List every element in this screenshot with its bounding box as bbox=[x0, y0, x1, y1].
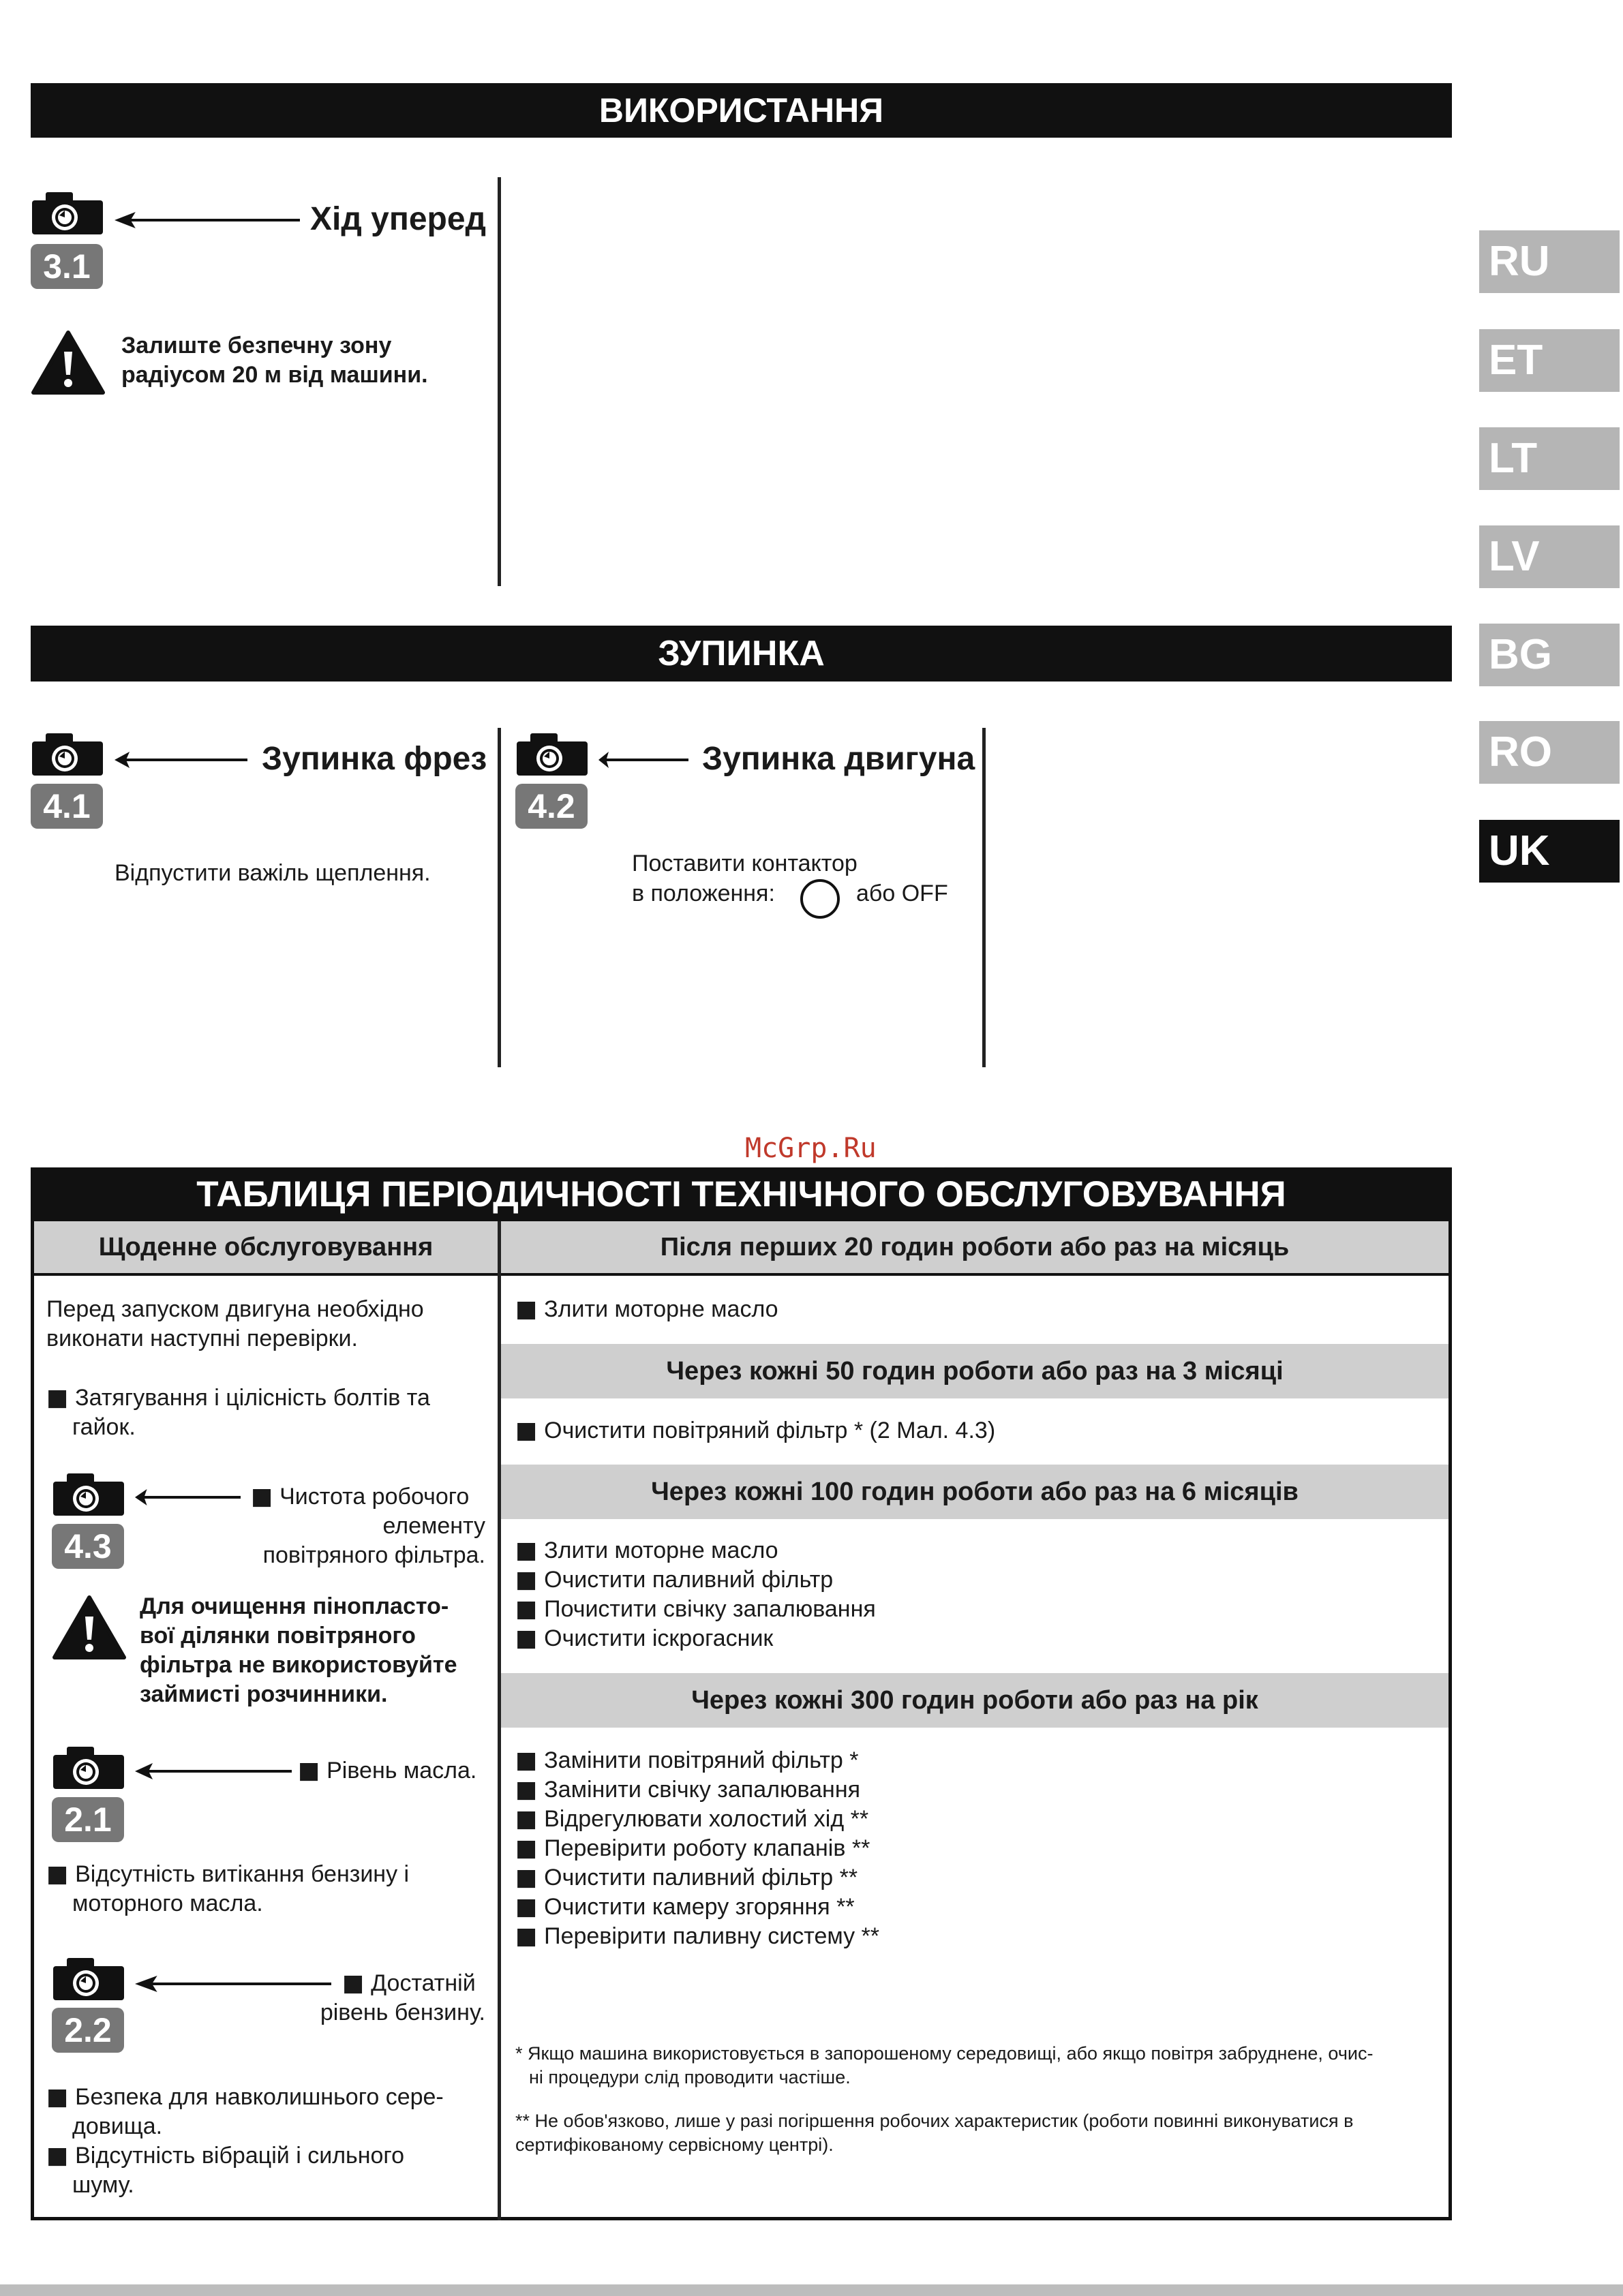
watermark: McGrp.Ru bbox=[745, 1133, 877, 1164]
periodic-item: ■ Замінити повітряний фільтр * bbox=[515, 1747, 859, 1774]
periodic-item: ■ Очистити паливний фільтр bbox=[515, 1566, 834, 1593]
column-divider bbox=[498, 177, 501, 586]
heading-forward: Хід уперед bbox=[310, 201, 487, 237]
header-separator bbox=[34, 1273, 498, 1276]
daily-item-no-leak-cont: моторного масла. bbox=[72, 1891, 263, 1916]
daily-intro-line1: Перед запуском двигуна необхідно bbox=[46, 1296, 424, 1322]
arrow-left-icon bbox=[115, 210, 300, 230]
daily-item-fuel-level-cont: рівень бензину. bbox=[320, 2000, 485, 2025]
figure-badge-4-3: 4.3 bbox=[52, 1524, 124, 1569]
daily-warning-line4: займисті розчинники. bbox=[140, 1681, 388, 1707]
daily-item-vibration-cont: шуму. bbox=[72, 2172, 134, 2198]
footnote-1-line1: * Якщо машина використовується в запорошеному середовищі, або якщо повітря забруднене, очис- bbox=[515, 2043, 1374, 2064]
warning-icon bbox=[31, 330, 106, 395]
periodic-header-100h: Через кожні 100 годин роботи або раз на 6 місяців bbox=[501, 1465, 1448, 1519]
arrow-left-icon bbox=[135, 1974, 331, 1994]
daily-item-safety: ■ Безпека для навколишнього сере- bbox=[46, 2083, 444, 2111]
lang-tab-ru[interactable]: RU bbox=[1479, 230, 1620, 293]
periodic-item: ■ Очистити іскрогасник bbox=[515, 1625, 774, 1652]
footnote-2-line2: сертифікованому сервісному центрі). bbox=[515, 2134, 834, 2155]
footnote-1-line2: ні процедури слід проводити частіше. bbox=[529, 2067, 851, 2087]
column-divider bbox=[982, 728, 986, 1067]
figure-badge-4-1: 4.1 bbox=[31, 784, 103, 829]
heading-stop-engine: Зупинка двигуна bbox=[702, 741, 975, 777]
heading-stop-tillers: Зупинка фрез bbox=[262, 741, 487, 777]
daily-intro-line2: виконати наступні перевірки. bbox=[46, 1326, 358, 1351]
periodic-header-50h: Через кожні 50 годин роботи або раз на 3 місяці bbox=[501, 1344, 1448, 1398]
daily-item-safety-cont: довища. bbox=[72, 2113, 163, 2139]
page-bottom-band bbox=[0, 2284, 1623, 2296]
periodic-item: ■ Замінити свічку запалювання bbox=[515, 1776, 861, 1803]
section-title-stop: ЗУПИНКА bbox=[31, 626, 1452, 682]
periodic-item: ■ Злити моторне масло bbox=[515, 1537, 778, 1564]
lang-tab-lv[interactable]: LV bbox=[1479, 525, 1620, 588]
camera-icon bbox=[52, 1745, 125, 1790]
periodic-item: ■ Очистити камеру згоряння ** bbox=[515, 1893, 855, 1920]
periodic-item: ■ Відрегулювати холостий хід ** bbox=[515, 1805, 869, 1833]
header-separator bbox=[501, 1273, 1448, 1276]
arrow-left-icon bbox=[135, 1761, 292, 1781]
arrow-left-icon bbox=[598, 750, 688, 770]
daily-item-filter-clean: ■ Чистота робочого bbox=[251, 1483, 470, 1510]
section-title-use: ВИКОРИСТАННЯ bbox=[31, 83, 1452, 138]
camera-icon bbox=[52, 1957, 125, 2002]
daily-item-filter-line3: повітряного фільтра. bbox=[262, 1542, 485, 1568]
periodic-item: ■ Очистити паливний фільтр ** bbox=[515, 1864, 858, 1891]
periodic-item: ■ Перевірити роботу клапанів ** bbox=[515, 1835, 870, 1862]
column-divider bbox=[498, 728, 501, 1067]
camera-icon bbox=[515, 732, 589, 777]
lang-tab-et[interactable]: ET bbox=[1479, 329, 1620, 392]
daily-warning-line1: Для очищення пінопласто- bbox=[140, 1593, 449, 1619]
figure-badge-2-2: 2.2 bbox=[52, 2008, 124, 2053]
text-set-switch-line2: в положення: bbox=[632, 881, 775, 906]
figure-badge-4-2: 4.2 bbox=[515, 784, 588, 829]
camera-icon bbox=[52, 1472, 125, 1517]
periodic-item: ■ Перевірити паливну систему ** bbox=[515, 1923, 880, 1950]
off-circle-icon bbox=[799, 878, 841, 920]
camera-icon bbox=[31, 191, 104, 236]
camera-icon bbox=[31, 732, 104, 777]
daily-item-vibration: ■ Відсутність вібрацій і сильного bbox=[46, 2142, 404, 2169]
arrow-left-icon bbox=[135, 1487, 241, 1507]
warning-icon bbox=[52, 1595, 127, 1660]
periodic-item: ■ Очистити повітряний фільтр * (2 Мал. 4.3) bbox=[515, 1417, 996, 1444]
daily-item-bolts-cont: гайок. bbox=[72, 1414, 136, 1440]
periodic-item: ■ Почистити свічку запалювання bbox=[515, 1595, 876, 1623]
periodic-header-20h: Після перших 20 годин роботи або раз на місяць bbox=[501, 1221, 1448, 1273]
daily-item-bolts: ■ Затягування і цілісність болтів та bbox=[46, 1384, 430, 1411]
daily-item-fuel-level: ■ Достатній bbox=[342, 1970, 476, 1997]
warning-text-line1: Залиште безпечну зону bbox=[121, 333, 392, 358]
lang-tab-bg[interactable]: BG bbox=[1479, 624, 1620, 686]
text-release-clutch: Відпустити важіль щеплення. bbox=[115, 860, 431, 886]
lang-tab-lt[interactable]: LT bbox=[1479, 427, 1620, 490]
arrow-left-icon bbox=[115, 750, 247, 770]
daily-item-oil-level: ■ Рівень масла. bbox=[298, 1757, 477, 1784]
warning-text-line2: радіусом 20 м від машини. bbox=[121, 362, 428, 388]
daily-warning-line2: вої ділянки повітряного bbox=[140, 1623, 416, 1649]
text-or-off: або OFF bbox=[856, 881, 948, 906]
daily-header: Щоденне обслуговування bbox=[34, 1221, 498, 1273]
maintenance-table-title: ТАБЛИЦЯ ПЕРІОДИЧНОСТІ ТЕХНІЧНОГО ОБСЛУГОВУВАННЯ bbox=[31, 1167, 1452, 1221]
daily-item-no-leak: ■ Відсутність витікання бензину і bbox=[46, 1861, 410, 1888]
text-set-switch-line1: Поставити контактор bbox=[632, 851, 858, 876]
periodic-header-300h: Через кожні 300 годин роботи або раз на рік bbox=[501, 1673, 1448, 1728]
daily-warning-line3: фільтра не використовуйте bbox=[140, 1652, 457, 1678]
figure-badge-2-1: 2.1 bbox=[52, 1797, 124, 1842]
figure-badge-3-1: 3.1 bbox=[31, 244, 103, 289]
footnote-2-line1: ** Не обов'язково, лише у разі погіршення робочих характеристик (роботи повинні виконуватися в bbox=[515, 2111, 1354, 2131]
periodic-item: ■ Злити моторне масло bbox=[515, 1296, 778, 1323]
lang-tab-ro[interactable]: RO bbox=[1479, 721, 1620, 784]
daily-item-filter-line2: елементу bbox=[382, 1513, 485, 1539]
lang-tab-uk[interactable]: UK bbox=[1479, 820, 1620, 883]
